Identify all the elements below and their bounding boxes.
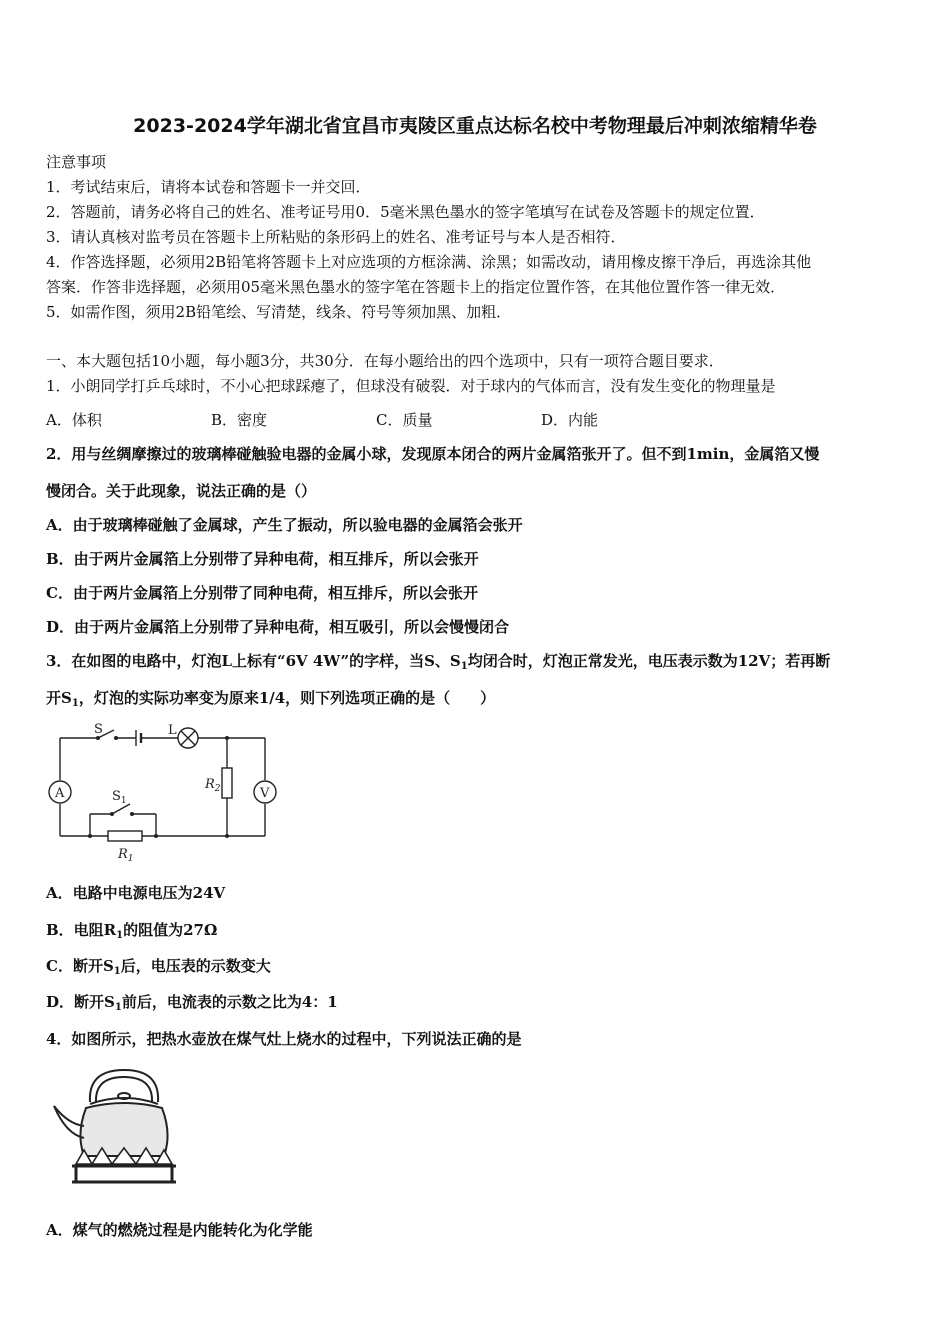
q3-option-c: C．断开$S_1$后，电压表的示数变大 bbox=[46, 957, 271, 977]
lamp-l-label: L bbox=[168, 723, 177, 738]
q2-option-c: C．由于两片金属箔上分别带了同种电荷，相互排斥，所以会张开 bbox=[46, 584, 478, 602]
notice-heading: 注意事项 bbox=[46, 153, 107, 171]
q3-option-b: B．电阻$R_1$的阻值为27Ω bbox=[46, 921, 218, 941]
r2-label: $R_2$ bbox=[205, 777, 221, 794]
q2-option-b: B．由于两片金属箔上分别带了异种电荷，相互排斥，所以会张开 bbox=[46, 550, 479, 568]
circuit-diagram bbox=[40, 718, 290, 868]
q4-stem: 4．如图所示，把热水壶放在煤气灶上烧水的过程中，下列说法正确的是 bbox=[46, 1030, 522, 1048]
q1-stem: 1．小朗同学打乒乓球时，不小心把球踩瘪了，但球没有破裂．对于球内的气体而言，没有发生变化的物理量是 bbox=[46, 377, 776, 395]
ammeter-label: A bbox=[55, 786, 65, 801]
q2-stem: 慢闭合。关于此现象，说法正确的是（） bbox=[46, 482, 317, 500]
section-heading: 一、本大题包括10小题，每小题3分，共30分．在每小题给出的四个选项中，只有一项符合题目要求． bbox=[46, 352, 724, 370]
notice-item: 4．作答选择题，必须用2B铅笔将答题卡上对应选项的方框涂满、涂黑；如需改动，请用橡皮擦干净后，再选涂其他 bbox=[46, 253, 812, 271]
q1-option-d: D．内能 bbox=[541, 411, 599, 429]
q3-option-d: D．断开$S_1$前后，电流表的示数之比为4：1 bbox=[46, 993, 338, 1013]
switch-s-label: S bbox=[94, 722, 103, 737]
notice-item: 2．答题前，请务必将自己的姓名、准考证号用0．5毫米黑色墨水的签字笔填写在试卷及答题卡的规定位置． bbox=[46, 203, 765, 221]
q3-stem: 3．在如图的电路中，灯泡L上标有“6V 4W”的字样，当S、$S_1$均闭合时，灯泡正常发光，电压表示数为12V；若再断 bbox=[46, 652, 831, 672]
r1-label: $R_1$ bbox=[118, 847, 134, 864]
q3-option-a: A．电路中电源电压为24V bbox=[46, 884, 226, 902]
q4-option-a: A．煤气的燃烧过程是内能转化为化学能 bbox=[46, 1221, 313, 1239]
q2-stem: 2．用与丝绸摩擦过的玻璃棒碰触验电器的金属小球，发现原本闭合的两片金属箔张开了。但不到1min，金属箔又慢 bbox=[46, 445, 820, 463]
q2-option-a: A．由于玻璃棒碰触了金属球，产生了振动，所以验电器的金属箔会张开 bbox=[46, 516, 523, 534]
kettle-illustration bbox=[50, 1064, 190, 1189]
notice-item: 1．考试结束后，请将本试卷和答题卡一并交回． bbox=[46, 178, 371, 196]
q3-stem: 开$S_1$，灯泡的实际功率变为原来1/4，则下列选项正确的是（ ） bbox=[46, 689, 496, 709]
notice-item: 答案．作答非选择题，必须用05毫米黑色墨水的签字笔在答题卡上的指定位置作答，在其他位置作答一律无效． bbox=[46, 278, 786, 296]
notice-item: 3．请认真核对监考员在答题卡上所粘贴的条形码上的姓名、准考证号与本人是否相符． bbox=[46, 228, 626, 246]
voltmeter-label: V bbox=[260, 786, 270, 801]
q1-option-b: B．密度 bbox=[211, 411, 268, 429]
exam-title: 2023-2024学年湖北省宜昌市夷陵区重点达标名校中考物理最后冲刺浓缩精华卷 bbox=[133, 115, 817, 137]
q1-option-c: C．质量 bbox=[376, 411, 433, 429]
q2-option-d: D．由于两片金属箔上分别带了异种电荷，相互吸引，所以会慢慢闭合 bbox=[46, 618, 510, 636]
q1-option-a: A．体积 bbox=[46, 411, 102, 429]
switch-s1-label: $S_1$ bbox=[112, 789, 127, 806]
notice-item: 5．如需作图，须用2B铅笔绘、写清楚，线条、符号等须加黑、加粗． bbox=[46, 303, 512, 321]
